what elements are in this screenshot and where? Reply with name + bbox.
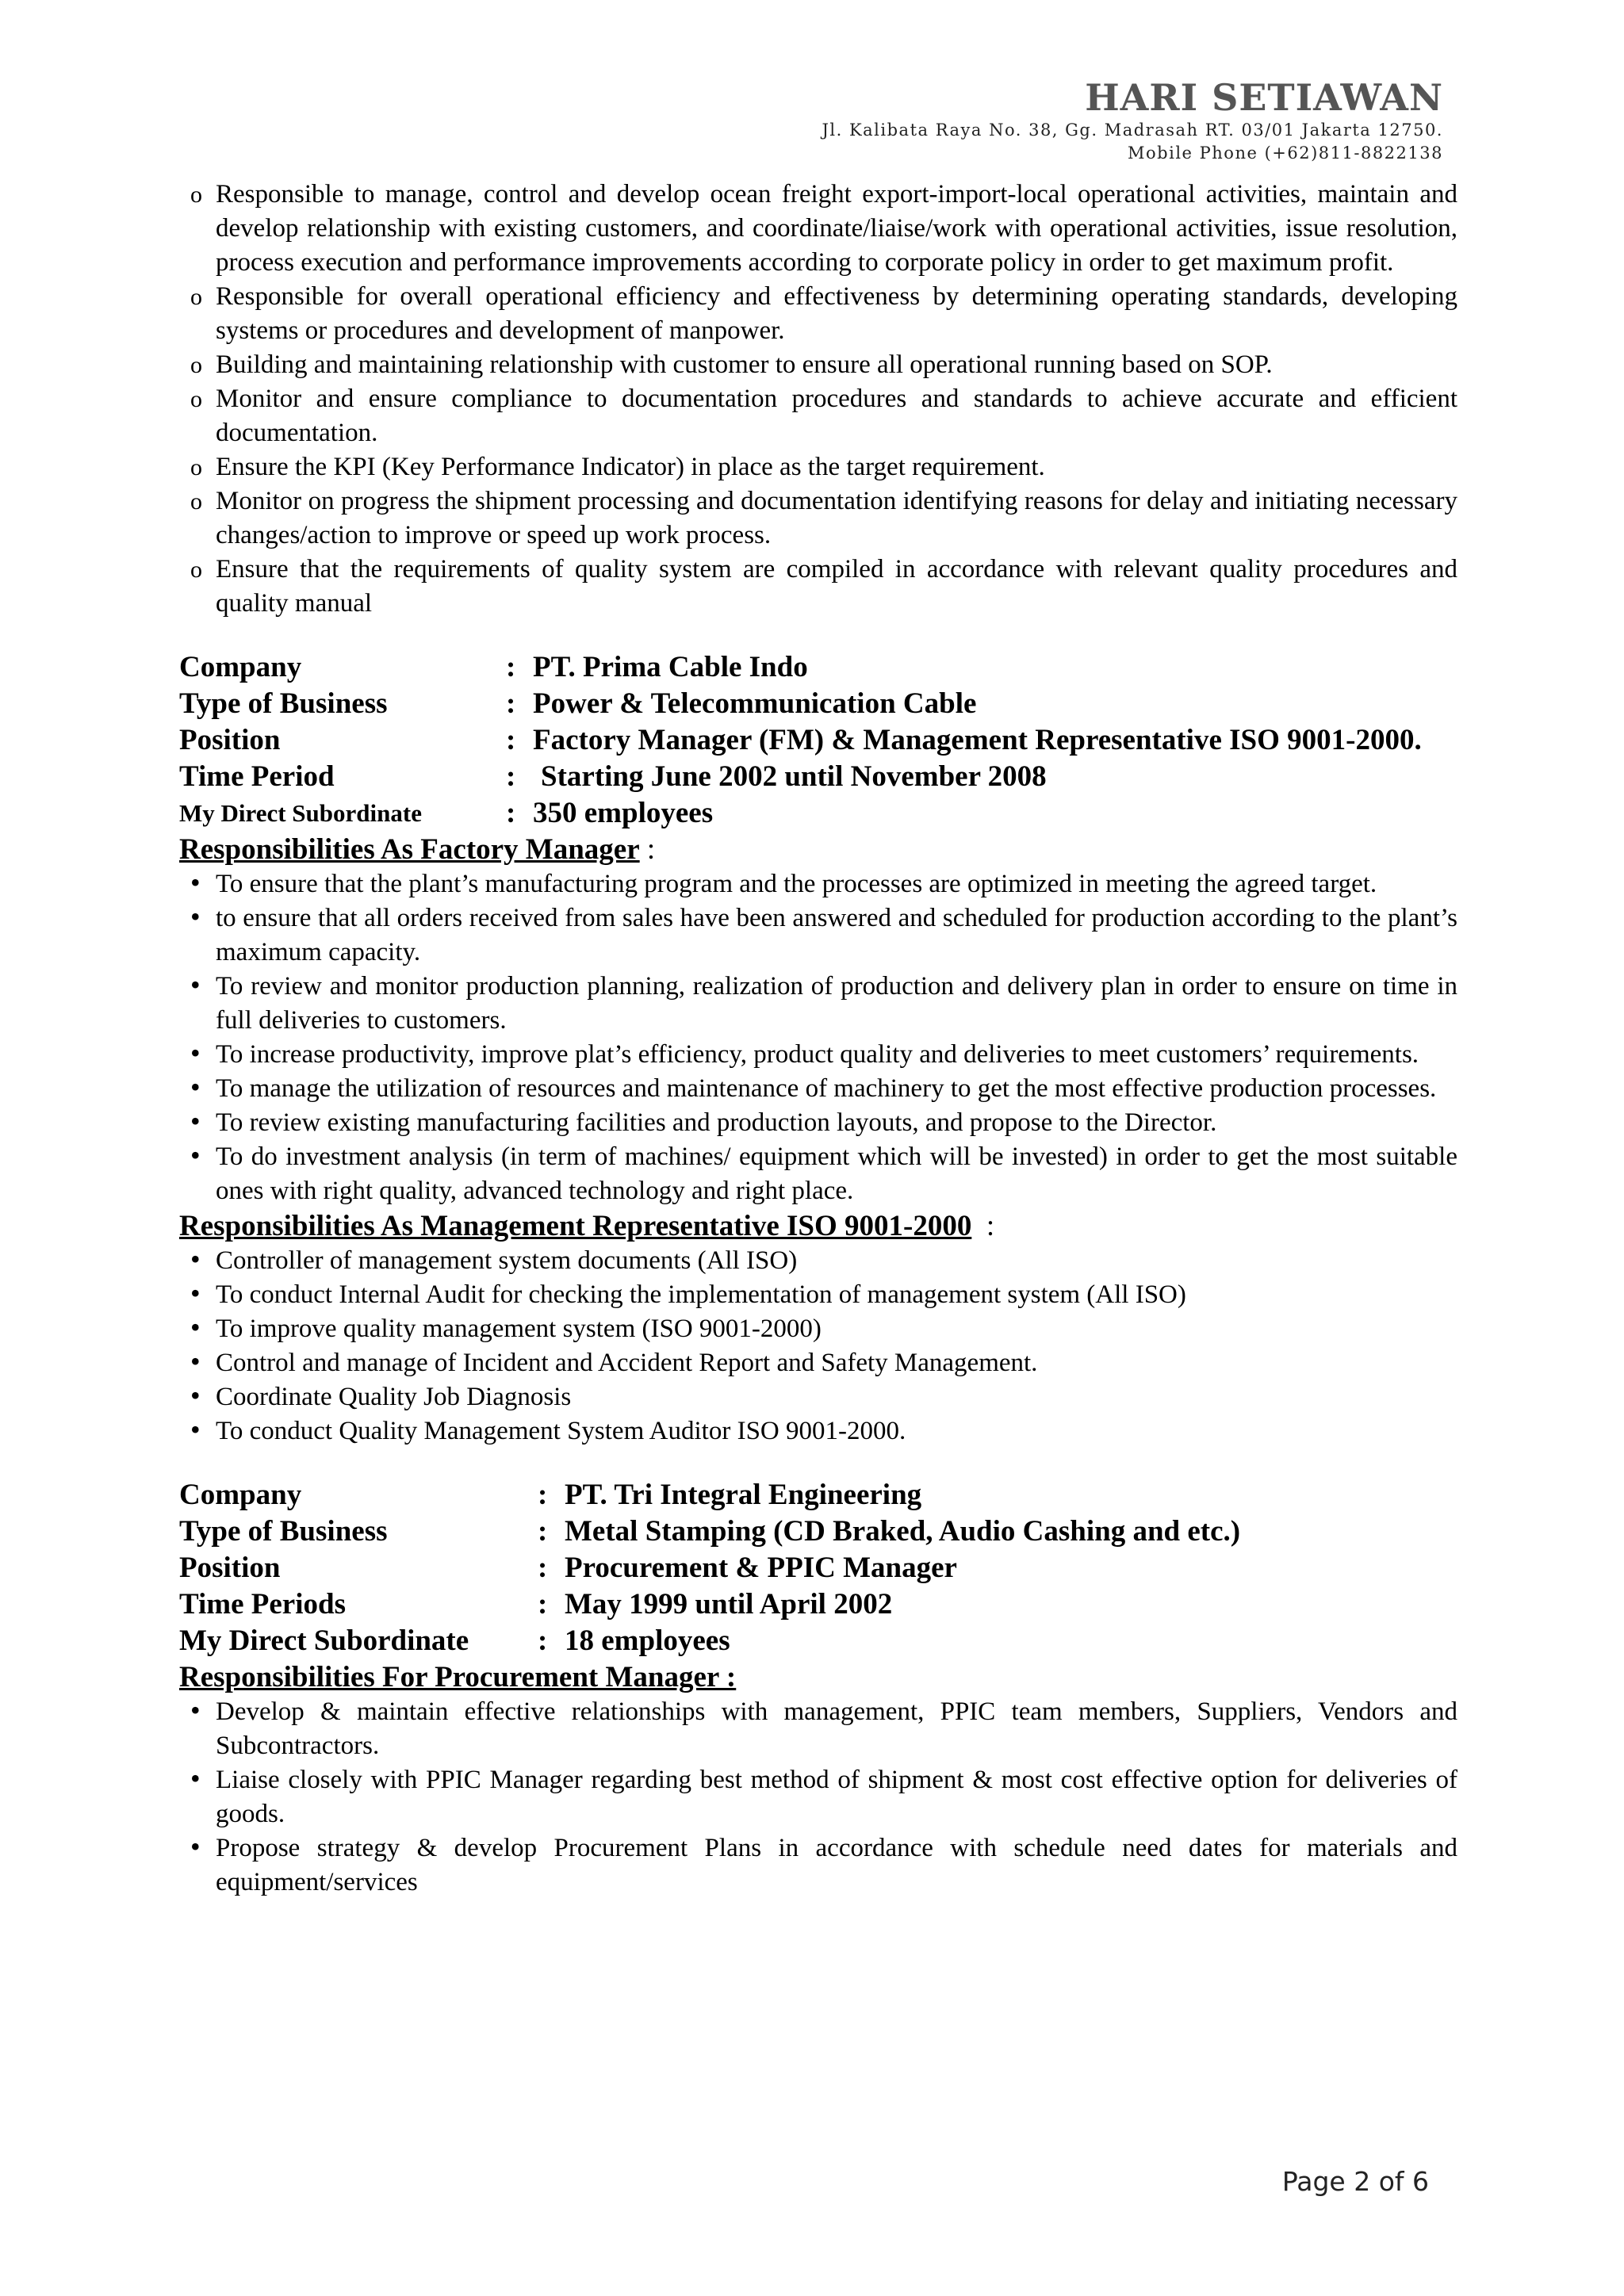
- list-item: • To improve quality management system (ISO 9001-2000): [190, 1311, 822, 1343]
- job2-position-row: Position : Procurement & PPIC Manager: [179, 1550, 1457, 1586]
- circle-bullet-icon: o: [190, 386, 202, 412]
- job1-period-label: Time Period: [179, 760, 335, 793]
- page-content: [179, 178, 1457, 1900]
- job1-resp1-heading: Responsibilities As Factory Manager :: [179, 833, 656, 866]
- job1-business-label: Type of Business: [179, 687, 388, 720]
- bullet-icon: •: [190, 1380, 201, 1411]
- list-item: • to ensure that all orders received from sales have been answered and scheduled for production according to the plant’s maximum capacity.: [190, 901, 1457, 966]
- list-item: • Liaise closely with PPIC Manager regarding best method of shipment & most cost effective option for deliveries of goods.: [190, 1762, 1457, 1828]
- job2-position: Procurement & PPIC Manager: [565, 1552, 957, 1584]
- job1-position-row: Position : Factory Manager (FM) & Management Representative ISO 9001-2000.: [179, 722, 1457, 759]
- job1-company: PT. Prima Cable Indo: [533, 651, 808, 683]
- list-item: • To do investment analysis (in term of machines/ equipment which will be invested) in order to get the most suitable ones with right quality, advanced technology and right place.: [190, 1139, 1457, 1205]
- bullet-icon: •: [190, 1345, 201, 1377]
- list-item: o Responsible for overall operational efficiency and effectiveness by determining operating standards, developing systems or procedures and development of manpower.: [179, 280, 1457, 348]
- job1-subordinate-label: My Direct Subordinate: [179, 799, 422, 827]
- job2-info: [179, 1477, 1457, 1659]
- job1-info: [179, 649, 1457, 832]
- job2-company: PT. Tri Integral Engineering: [565, 1479, 922, 1511]
- bullet-icon: •: [190, 1311, 201, 1343]
- list-item: • To manage the utilization of resources and maintenance of machinery to get the most effective production processes.: [190, 1071, 1437, 1103]
- job1-resp2-list: [179, 1244, 1457, 1448]
- bullet-icon: •: [190, 1414, 201, 1445]
- job1-company-label: Company: [179, 651, 302, 683]
- list-item: • To ensure that the plant’s manufacturing program and the processes are optimized in meeting the agreed target.: [190, 867, 1377, 898]
- bullet-icon: •: [190, 867, 201, 898]
- circle-bullet-icon: o: [190, 182, 202, 208]
- job2-period-row: Time Periods : May 1999 until April 2002: [179, 1586, 1457, 1623]
- list-item: • Develop & maintain effective relationships with management, PPIC team members, Suppliers, Vendors and Subcontractors.: [190, 1694, 1457, 1760]
- list-item: • Controller of management system documents (All ISO): [190, 1243, 798, 1275]
- bullet-icon: •: [190, 1243, 201, 1275]
- job1-subordinate-row: My Direct Subordinate : 350 employees: [179, 795, 1457, 832]
- list-item: o Monitor and ensure compliance to documentation procedures and standards to achieve accurate and efficient documentation.: [179, 382, 1457, 450]
- list-item: o Ensure the KPI (Key Performance Indicator) in place as the target requirement.: [179, 450, 1457, 484]
- job1-position-label: Position: [179, 724, 281, 756]
- resume-header: [822, 76, 1443, 165]
- list-item: o Ensure that the requirements of quality system are compiled in accordance with relevant quality procedures and quality manual: [179, 553, 1457, 621]
- job2-company-row: Company : PT. Tri Integral Engineering: [179, 1477, 1457, 1513]
- page-number: Page 2 of 6: [1281, 2166, 1429, 2197]
- list-item: • To review existing manufacturing facilities and production layouts, and propose to the Director.: [190, 1105, 1217, 1137]
- candidate-address: Jl. Kalibata Raya No. 38, Gg. Madrasah RT. 03/01 Jakarta 12750.: [822, 121, 1443, 140]
- job2-business: Metal Stamping (CD Braked, Audio Cashing and etc.): [565, 1515, 1241, 1548]
- list-item: • Propose strategy & develop Procurement Plans in accordance with schedule need dates for materials and equipment/services: [190, 1831, 1457, 1896]
- candidate-phone: Mobile Phone (+62)811-8822138: [1128, 144, 1443, 163]
- section-gap: [179, 1448, 1457, 1477]
- bullet-icon: •: [190, 1762, 201, 1794]
- list-item: • Control and manage of Incident and Accident Report and Safety Management.: [190, 1345, 1038, 1377]
- list-item: • To review and monitor production planning, realization of production and delivery plan in order to ensure on time in full deliveries to customers.: [190, 969, 1457, 1035]
- section-gap: [179, 621, 1457, 649]
- job2-resp-list: [179, 1695, 1457, 1900]
- job2-company-label: Company: [179, 1479, 302, 1511]
- bullet-icon: •: [190, 1277, 201, 1309]
- job1-position: Factory Manager (FM) & Management Representative ISO 9001-2000.: [533, 724, 1422, 756]
- job1-resp2-heading: Responsibilities As Management Representative ISO 9001-2000 :: [179, 1210, 995, 1242]
- list-item: o Building and maintaining relationship with customer to ensure all operational running based on SOP.: [179, 348, 1457, 382]
- job2-resp-heading: Responsibilities For Procurement Manager :: [179, 1661, 737, 1693]
- job1-business: Power & Telecommunication Cable: [533, 687, 977, 720]
- list-item: • To conduct Quality Management System Auditor ISO 9001-2000.: [190, 1414, 906, 1445]
- job2-period-label: Time Periods: [179, 1588, 346, 1621]
- job2-business-row: Type of Business : Metal Stamping (CD Braked, Audio Cashing and etc.): [179, 1513, 1457, 1550]
- job1-resp1-list: [179, 867, 1457, 1208]
- bullet-icon: •: [190, 1694, 201, 1726]
- circle-bullet-icon: o: [190, 284, 202, 310]
- candidate-name: HARI SETIAWAN: [1085, 76, 1443, 119]
- bullet-icon: •: [190, 1139, 201, 1171]
- circle-bullet-icon: o: [190, 557, 202, 583]
- bullet-icon: •: [190, 901, 201, 932]
- job2-period: May 1999 until April 2002: [565, 1588, 893, 1621]
- bullet-icon: •: [190, 969, 201, 1001]
- circle-bullet-icon: o: [190, 352, 202, 378]
- bullet-icon: •: [190, 1071, 201, 1103]
- list-item: • To increase productivity, improve plat’s efficiency, product quality and deliveries to meet customers’ requirements.: [190, 1037, 1419, 1069]
- job2-subordinate: 18 employees: [565, 1624, 730, 1657]
- circle-bullet-icon: o: [190, 454, 202, 480]
- list-item: o Monitor on progress the shipment processing and documentation identifying reasons for delay and initiating necessary changes/action to improve or speed up work process.: [179, 484, 1457, 553]
- job1-company-row: Company : PT. Prima Cable Indo: [179, 649, 1457, 686]
- list-item: • Coordinate Quality Job Diagnosis: [190, 1380, 572, 1411]
- circle-bullet-icon: o: [190, 488, 202, 515]
- bullet-icon: •: [190, 1037, 201, 1069]
- bullet-icon: •: [190, 1105, 201, 1137]
- job1-period-row: Time Period : Starting June 2002 until November 2008: [179, 759, 1457, 795]
- list-item: • To conduct Internal Audit for checking the implementation of management system (All ISO): [190, 1277, 1186, 1309]
- list-item: o Responsible to manage, control and develop ocean freight export-import-local operational activities, maintain and develop relationship with existing customers, and coordinate/liaise/work with operational activities, issue resolution, process execution and performance improvements according to corporate policy in order to get maximum profit.: [179, 178, 1457, 280]
- job2-business-label: Type of Business: [179, 1515, 388, 1548]
- job2-subordinate-label: My Direct Subordinate: [179, 1624, 469, 1657]
- job2-subordinate-row: My Direct Subordinate : 18 employees: [179, 1623, 1457, 1659]
- job1-subordinate: 350 employees: [533, 797, 714, 829]
- bullet-icon: •: [190, 1831, 201, 1862]
- job2-position-label: Position: [179, 1552, 281, 1584]
- intro-responsibility-list: [179, 178, 1457, 621]
- job1-business-row: Type of Business : Power & Telecommunication Cable: [179, 686, 1457, 722]
- job1-period: Starting June 2002 until November 2008: [541, 760, 1047, 793]
